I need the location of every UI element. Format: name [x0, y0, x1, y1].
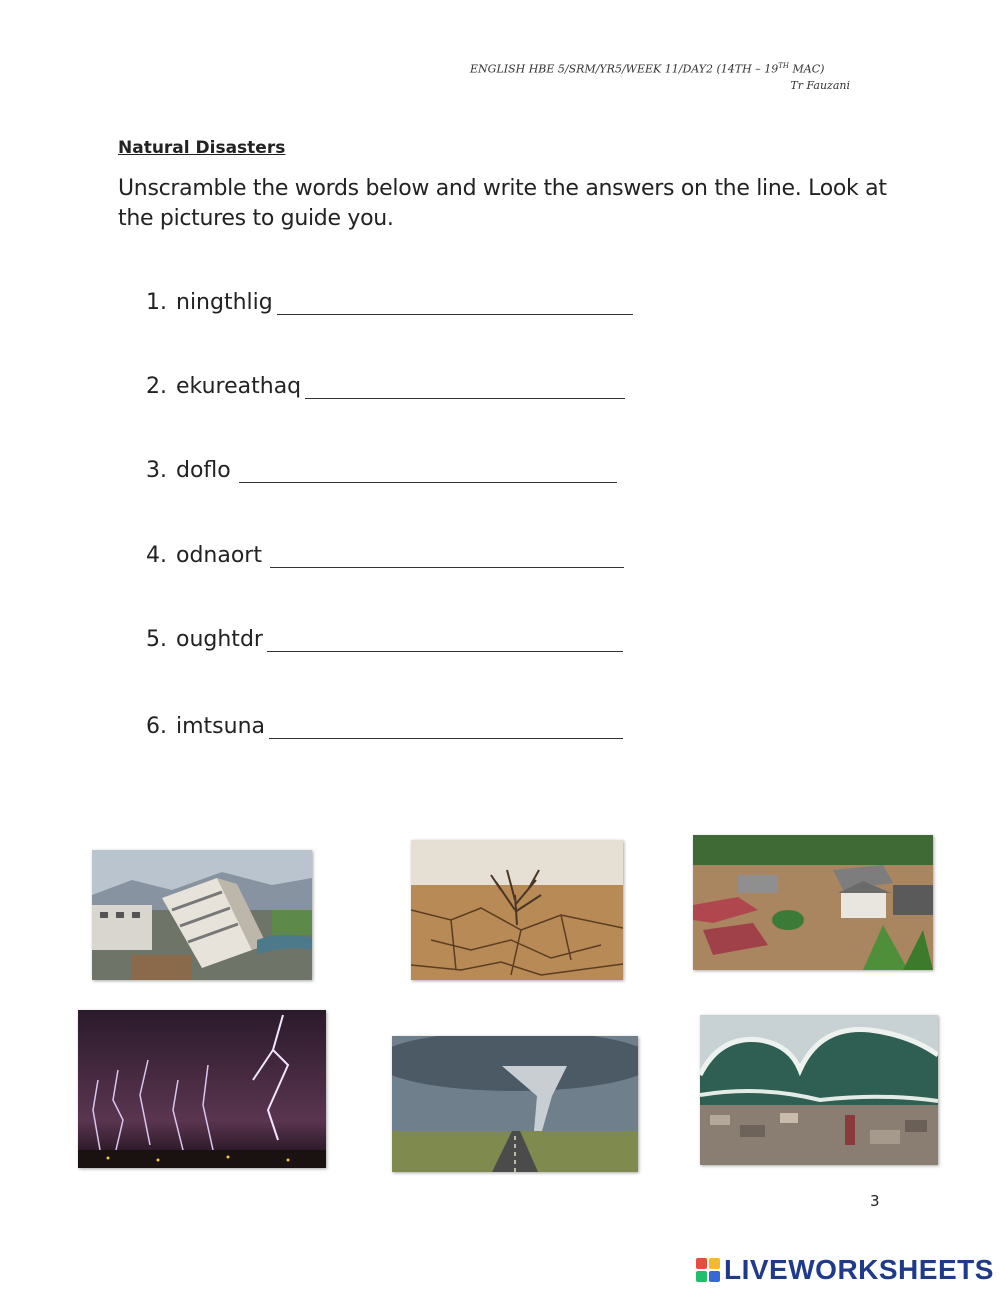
- scrambled-word: doflo: [176, 458, 231, 483]
- answer-line[interactable]: [277, 292, 633, 315]
- list-item: 2. ekureathaq: [146, 374, 625, 404]
- teacher-name: Tr Fauzani: [790, 78, 850, 92]
- list-item: 3. doflo: [146, 458, 617, 488]
- answer-line[interactable]: [267, 629, 623, 652]
- worksheet-code: ENGLISH HBE 5/SRM/YR5/WEEK 11/DAY2 (14TH – 19TH MAC) Tr Fauzani: [470, 62, 850, 92]
- lightning-image: [78, 1010, 326, 1168]
- scrambled-word: oughtdr: [176, 627, 263, 652]
- tornado-image: [392, 1036, 638, 1172]
- drought-image: [411, 840, 623, 980]
- instructions: Unscramble the words below and write the answers on the line. Look at the pictures to guide you.: [118, 176, 887, 231]
- earthquake-image: [92, 850, 312, 980]
- list-item: 1. ningthlig: [146, 290, 633, 320]
- answer-line[interactable]: [270, 545, 624, 568]
- scrambled-word: ekureathaq: [176, 374, 302, 399]
- list-item: 4. odnaort: [146, 543, 624, 573]
- page-number: 3: [870, 1192, 880, 1210]
- logo-text: LIVEWORKSHEETS: [724, 1254, 994, 1285]
- answer-line[interactable]: [305, 376, 625, 399]
- page-title: Natural Disasters: [118, 138, 286, 158]
- scrambled-word: ningthlig: [176, 290, 273, 315]
- flood-image: [693, 835, 933, 970]
- list-item: 5. oughtdr: [146, 627, 623, 657]
- list-item: 6. imtsuna: [146, 714, 623, 744]
- answer-line[interactable]: [239, 460, 617, 483]
- scrambled-word: imtsuna: [176, 714, 265, 739]
- logo-mark-icon: [696, 1258, 720, 1282]
- answer-line[interactable]: [269, 716, 623, 739]
- liveworksheets-logo: [696, 1255, 994, 1285]
- tsunami-image: [700, 1015, 938, 1165]
- scrambled-word: odnaort: [176, 543, 262, 568]
